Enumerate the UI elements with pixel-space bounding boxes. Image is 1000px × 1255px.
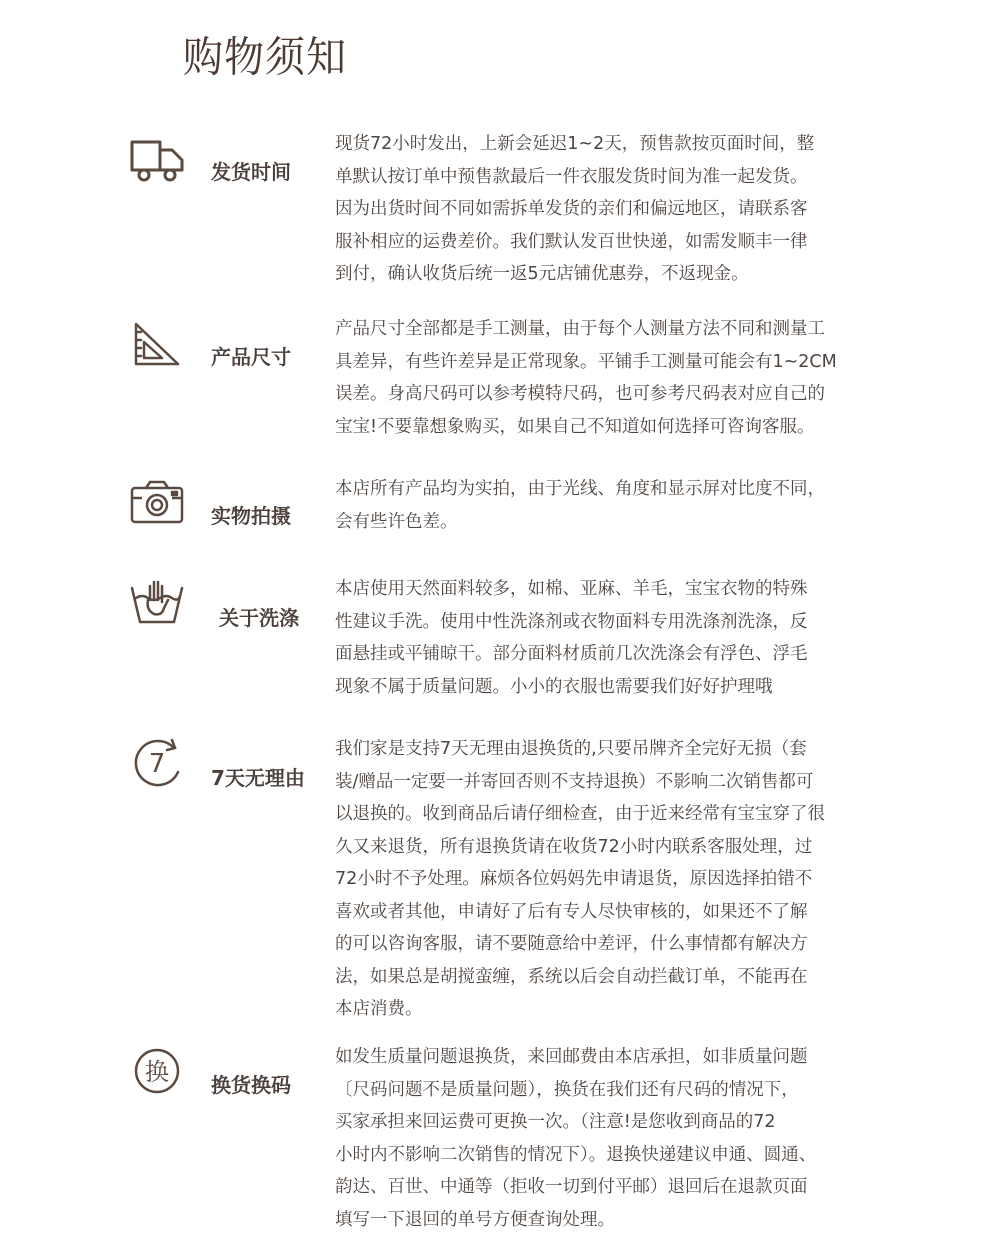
icon-character: 换 (145, 1058, 169, 1086)
description-line: 面悬挂或平铺晾干。部分面料材质前几次洗涤会有浮色、浮毛 (335, 644, 808, 664)
description-line: 会有些许色差。 (335, 511, 458, 532)
description-line: 宝宝!不要靠想象购买，如果自己不知道如何选择可咨询客服。 (335, 416, 815, 437)
description-line: 误差。身高尺码可以参考模特尺码，也可参考尺码表对应自己的 (335, 384, 825, 404)
section-label: 关于洗涤 (219, 606, 299, 630)
description-line: 的可以咨询客服，请不要随意给中差评，什么事情都有解决方 (335, 934, 808, 954)
description-line: 单默认按订单中预售款最后一件衣服发货时间为准一起发货。 (335, 166, 808, 187)
seven-day-return-icon (128, 734, 186, 792)
icon-number: 7 (148, 749, 166, 779)
description-line: 产品尺寸全部都是手工测量，由于每个人测量方法不同和测量工 (335, 319, 825, 339)
exchange-icon (128, 1042, 186, 1100)
description-line: 以退换的。收到商品后请仔细检查，由于近来经常有宝宝穿了很 (335, 804, 825, 824)
section-label: 实物拍摄 (211, 504, 291, 528)
camera-icon (128, 474, 186, 532)
description-line: 法，如果总是胡搅蛮缠，系统以后会自动拦截订单，不能再在 (335, 966, 808, 987)
description-line: 服补相应的运费差价。我们默认发百世快递，如需发顺丰一律 (335, 231, 808, 252)
description-line: 72小时不予处理。麻烦各位妈妈先申请退货，原因选择拍错不 (335, 869, 813, 889)
description-line: 到付，确认收货后统一返5元店铺优惠券，不返现金。 (335, 264, 749, 284)
set-square-ruler-icon (128, 318, 186, 376)
section-label: 发货时间 (211, 160, 291, 184)
description-line: 买家承担来回运费可更换一次。（注意!是您收到商品的72 (335, 1112, 776, 1132)
hand-wash-icon (128, 578, 186, 636)
description-line: 韵达、百世、中通等（拒收一切到付平邮）退回后在退款页面 (335, 1177, 808, 1197)
section-description (335, 473, 875, 538)
section-description (335, 313, 875, 443)
section-description (335, 733, 875, 1026)
description-line: 装/赠品一定要一并寄回否则不支持退换）不影响二次销售都可 (335, 771, 814, 792)
description-line: 性建议手洗。使用中性洗涤剂或衣物面料专用洗涤剂洗涤，反 (335, 611, 808, 632)
delivery-truck-icon (128, 132, 186, 190)
description-line: 小时内不影响二次销售的情况下）。退换快递建议申通、圆通、 (335, 1144, 817, 1165)
section-description (335, 573, 875, 703)
description-line: 具差异，有些许差异是正常现象。平铺手工测量可能会有1~2CM (335, 351, 837, 372)
description-line: 喜欢或者其他，申请好了后有专人尽快审核的，如果还不了解 (335, 901, 808, 922)
description-line: 〔尺码问题不是质量问题），换货在我们还有尺码的情况下， (335, 1079, 799, 1100)
description-line: 因为出货时间不同如需拆单发货的亲们和偏远地区，请联系客 (335, 199, 808, 219)
description-line: 本店使用天然面料较多，如棉、亚麻、羊毛，宝宝衣物的特殊 (335, 579, 808, 599)
description-line: 我们家是支持7天无理由退换货的,只要吊牌齐全完好无损（套 (335, 739, 807, 759)
description-line: 现象不属于质量问题。小小的衣服也需要我们好好护理哦 (335, 676, 773, 697)
section-description (335, 1041, 875, 1236)
section-label: 产品尺寸 (211, 345, 291, 369)
page-title: 购物须知 (183, 33, 347, 83)
description-line: 如发生质量问题退换货，来回邮费由本店承担，如非质量问题 (335, 1047, 808, 1067)
section-label: 7天无理由 (211, 766, 305, 790)
description-line: 本店消费。 (335, 999, 423, 1019)
description-line: 久又来退货，所有退换货请在收货72小时内联系客服处理，过 (335, 836, 813, 857)
section-description (335, 128, 875, 291)
description-line: 本店所有产品均为实拍，由于光线、角度和显示屏对比度不同， (335, 479, 825, 499)
section-label: 换货换码 (211, 1073, 291, 1097)
description-line: 现货72小时发出，上新会延迟1~2天，预售款按页面时间，整 (335, 134, 815, 154)
description-line: 填写一下退回的单号方便查询处理。 (335, 1209, 615, 1230)
